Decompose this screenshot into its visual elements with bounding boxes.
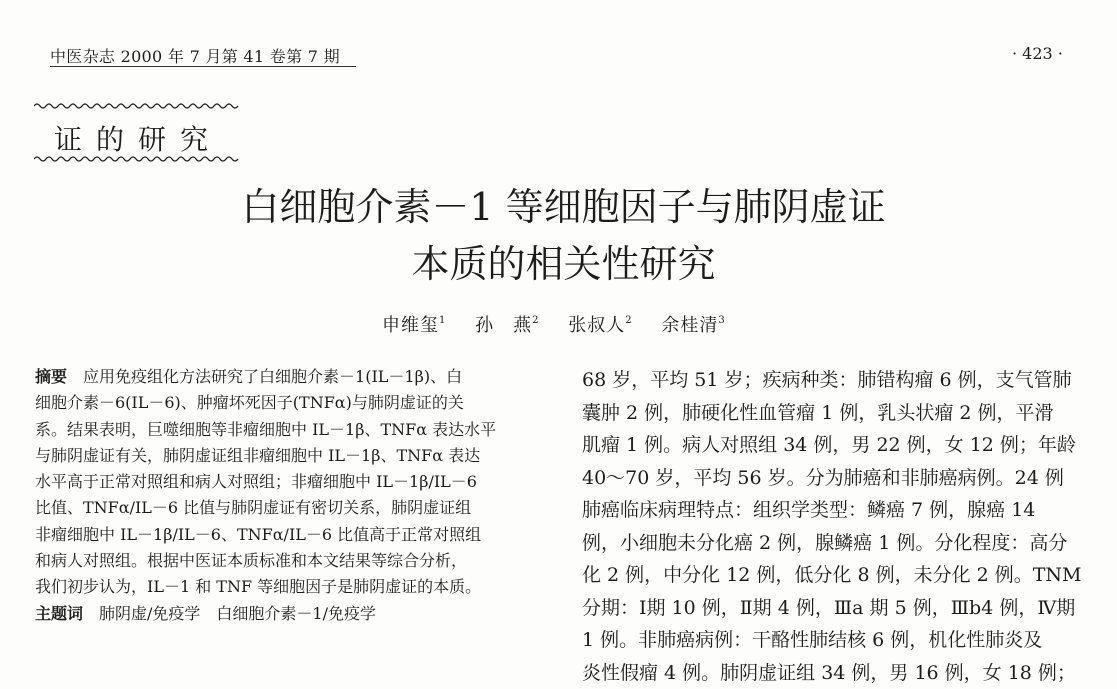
abstract-line: 我们初步认为，IL－1 和 TNF 等细胞因子是肺阴虚证的本质。 [35,574,545,600]
author-name: 张叔人 [568,315,625,336]
body-line: 分期：Ⅰ期 10 例，Ⅱ期 4 例，Ⅲa 期 5 例，Ⅲb4 例，Ⅳ期 [582,592,1092,625]
article-title-line-2: 本质的相关性研究 [5,233,1117,288]
abstract-line: 非瘤细胞中 IL－1β/IL－6、TNFα/IL－6 比值高于正常对照组 [35,522,545,548]
author-affiliation-mark: 2 [625,315,632,326]
body-line: 40～70 岁，平均 56 岁。分为肺癌和非肺癌病例。24 例 [582,462,1092,495]
body-line: 1 例。非肺癌病例：干酪性肺结核 6 例，机化性肺炎及 [582,624,1092,657]
abstract-line: 系。结果表明，巨噬细胞等非瘤细胞中 IL－1β、TNFα 表达水平 [35,417,545,443]
journal-header: 中医杂志 2000 年 7 月第 41 卷第 7 期 [50,44,340,67]
body-line: 囊肿 2 例，肺硬化性血管瘤 1 例，乳头状瘤 2 例，平滑 [582,397,1092,430]
header-rule [50,66,356,67]
abstract-column [35,364,545,627]
page-number: · 423 · [1012,44,1063,63]
section-wavy-rule-top [34,101,240,111]
body-line: 化 2 例，中分化 12 例，低分化 8 例，未分化 2 例。TNM [582,559,1092,592]
abstract-line: 细胞介素－6(IL－6)、肿瘤坏死因子(TNFα)与肺阴虚证的关 [35,390,545,416]
body-column [582,364,1092,689]
abstract-line: 比值、TNFα/IL－6 比值与肺阴虚证有密切关系，肺阴虚证组 [35,495,545,521]
author-affiliation-mark: 3 [718,315,725,326]
author-affiliation-mark: 1 [439,315,446,326]
body-line: 肌瘤 1 例。病人对照组 34 例，男 22 例，女 12 例；年龄 [582,429,1092,462]
abstract-line: 与肺阴虚证有关，肺阴虚证组非瘤细胞中 IL－1β、TNFα 表达 [35,443,545,469]
abstract-label: 摘要 [35,367,67,386]
author-affiliation-mark: 2 [532,315,539,326]
abstract-line [35,364,545,390]
author-name: 孙 燕 [475,315,532,336]
body-line: 例，小细胞未分化癌 2 例，腺鳞癌 1 例。分化程度：高分 [582,527,1092,560]
body-line: 68 岁，平均 51 岁；疾病种类：肺错构瘤 6 例，支气管肺 [582,364,1092,397]
author-name: 余桂清 [661,315,718,336]
author-name: 申维玺 [382,315,439,336]
section-title: 证的研究 [54,118,222,158]
article-title-line-1: 白细胞介素－1 等细胞因子与肺阴虚证 [5,176,1117,231]
body-line: 炎性假瘤 4 例。肺阴虚证组 34 例，男 16 例，女 18 例； [582,657,1092,689]
keywords-text: 肺阴虚/免疫学 白细胞介素－1/免疫学 [99,604,376,623]
body-line: 肺癌临床病理特点：组织学类型：鳞癌 7 例，腺癌 14 [582,494,1092,527]
abstract-text: 应用免疫组化方法研究了白细胞介素－1(IL－1β)、白 [83,367,462,386]
abstract-line: 和病人对照组。根据中医证本质标准和本文结果等综合分析， [35,548,545,574]
author-list [382,311,748,337]
section-wavy-rule-bottom [34,154,240,164]
abstract-line: 水平高于正常对照组和病人对照组；非瘤细胞中 IL－1β/IL－6 [35,469,545,495]
keywords-line [35,601,545,627]
keywords-label: 主题词 [35,604,83,623]
